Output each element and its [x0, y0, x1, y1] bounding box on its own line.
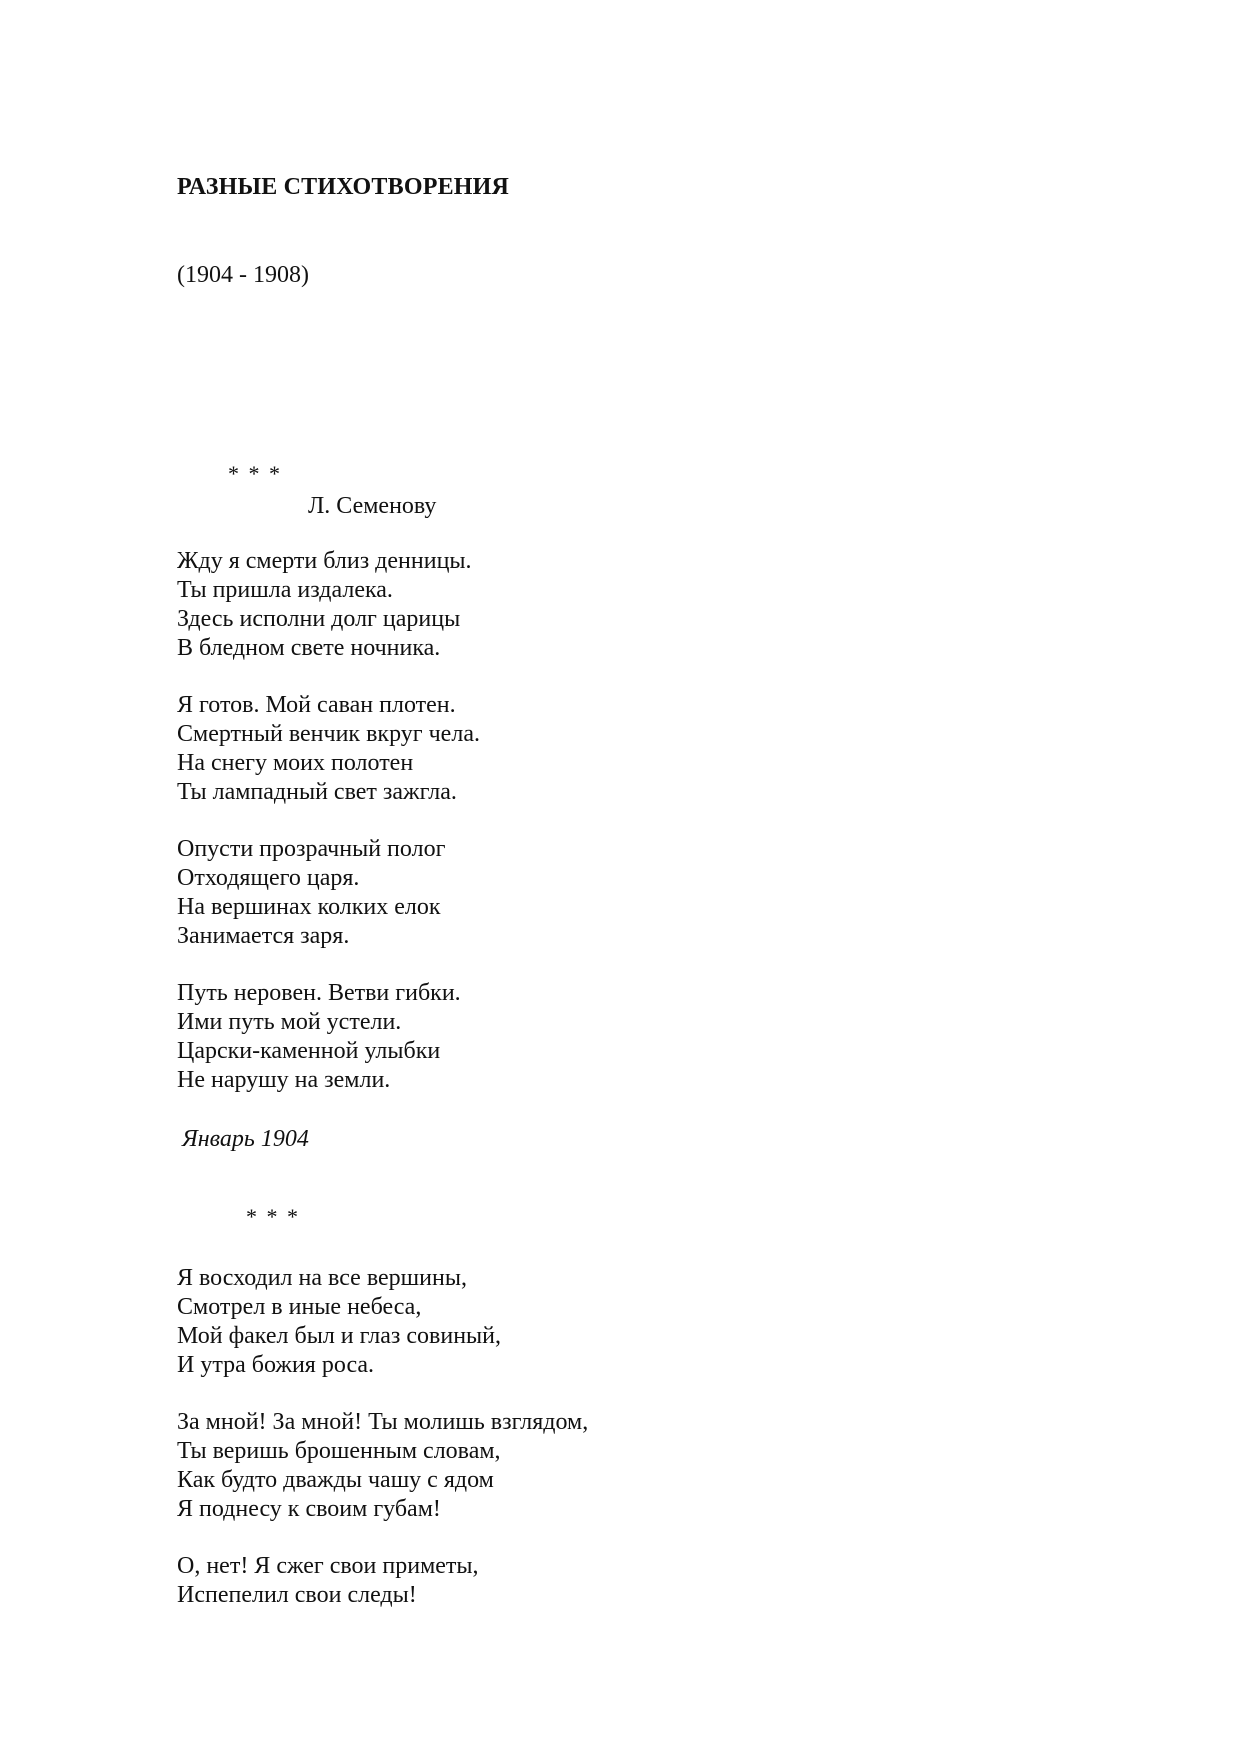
document-years: (1904 - 1908)	[177, 262, 309, 288]
poem-line: Ты пришла издалека.	[177, 577, 393, 603]
poem-line: Я готов. Мой саван плотен.	[177, 692, 456, 718]
poem-line: Путь неровен. Ветви гибки.	[177, 980, 461, 1006]
poem-line: Отходящего царя.	[177, 865, 360, 891]
poem-line: Здесь исполни долг царицы	[177, 606, 461, 632]
poem-line: Как будто дважды чашу с ядом	[177, 1467, 494, 1493]
poem-line: Смотрел в иные небеса,	[177, 1294, 422, 1320]
poem-line: Смертный венчик вкруг чела.	[177, 721, 480, 747]
poem-line: На вершинах колких елок	[177, 894, 441, 920]
poem-line: Мой факел был и глаз совиный,	[177, 1323, 502, 1349]
poem-line: Я поднесу к своим губам!	[177, 1496, 441, 1522]
poem-line: О, нет! Я сжег свои приметы,	[177, 1553, 479, 1579]
poem-line: И утра божия роса.	[177, 1352, 375, 1378]
poem-line: Жду я смерти близ денницы.	[177, 548, 472, 574]
poem-line: Ты веришь брошенным словам,	[177, 1438, 501, 1464]
poem1-stanza-3	[177, 835, 445, 951]
document-title: РАЗНЫЕ СТИХОТВОРЕНИЯ	[177, 174, 510, 200]
poem1-stanza-2	[177, 691, 480, 807]
poem-line: В бледном свете ночника.	[177, 635, 441, 661]
poem-line: Испепелил свои следы!	[177, 1582, 417, 1608]
poem-line: Царски-каменной улыбки	[177, 1038, 441, 1064]
poem-line: Не нарушу на земли.	[177, 1067, 391, 1093]
poem1-stanza-4	[177, 979, 461, 1095]
poem-line: Опусти прозрачный полог	[177, 836, 446, 862]
poem1-stanza-1	[177, 547, 472, 663]
poem2-stanza-3	[177, 1552, 479, 1610]
poem-line: Ты лампадный свет зажгла.	[177, 779, 457, 805]
poem2-stanza-1	[177, 1264, 501, 1380]
poem1-date: Январь 1904	[182, 1126, 309, 1152]
poem-line: За мной! За мной! Ты молишь взглядом,	[177, 1409, 589, 1435]
poem1-dedication: Л. Семенову	[308, 493, 437, 519]
poem-line: Я восходил на все вершины,	[177, 1265, 467, 1291]
poem-line: На снегу моих полотен	[177, 750, 414, 776]
poem-line: Занимается заря.	[177, 923, 350, 949]
poem2-stanza-2	[177, 1408, 588, 1524]
poem-line: Ими путь мой устели.	[177, 1009, 402, 1035]
poem2-asterisks: * * *	[246, 1204, 300, 1229]
poem1-asterisks: * * *	[228, 461, 282, 486]
